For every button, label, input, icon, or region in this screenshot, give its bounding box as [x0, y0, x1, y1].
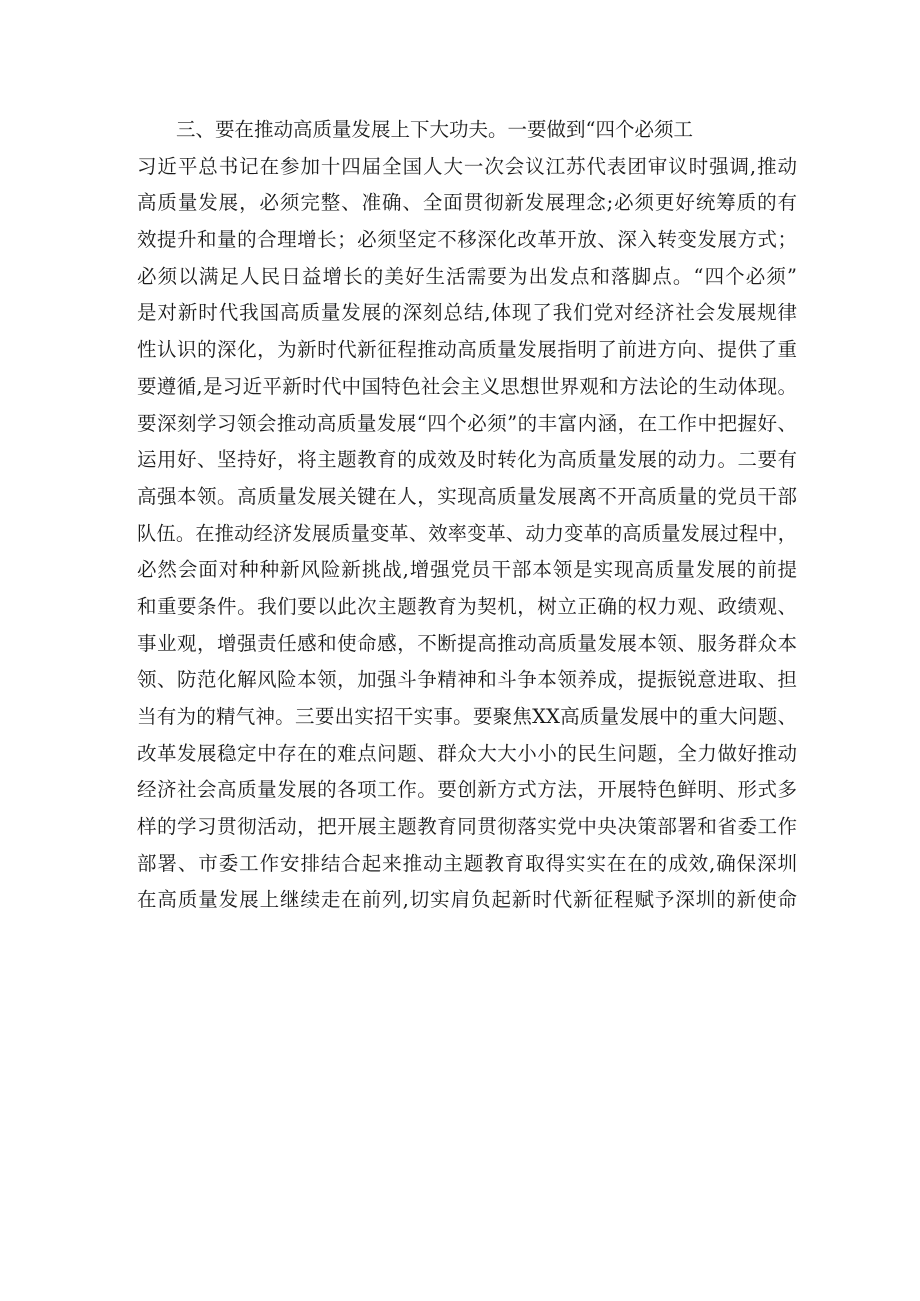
text-line-13: 必然会面对种种新风险新挑战,增强党员干部本领是实现高质量发展的前提	[137, 558, 797, 582]
text-line-2: 习近平总书记在参加十四届全国人大一次会议江苏代表团审议时强调,推动	[137, 154, 797, 178]
text-line-6: 是对新时代我国高质量发展的深刻总结,体现了我们党对经济社会发展规律	[137, 301, 797, 325]
text-line-17: 当有为的精气神。三要出实招干实事。要聚焦XX高质量发展中的重大问题、	[137, 705, 797, 728]
text-line-20: 样的学习贯彻活动，把开展主题教育同贯彻落实党中央决策部署和省委工作	[137, 815, 797, 839]
text-line-19: 经济社会高质量发展的各项工作。要创新方式方法，开展特色鲜明、形式多	[137, 778, 797, 802]
text-line-4: 效提升和量的合理增长；必须坚定不移深化改革开放、深入转变发展方式；	[137, 228, 797, 252]
text-line-16: 领、防范化解风险本领，加强斗争精神和斗争本领养成，提振锐意进取、担	[137, 668, 797, 692]
text-line-22: 在高质量发展上继续走在前列,切实肩负起新时代新征程赋予深圳的新使命	[137, 888, 797, 912]
text-line-14: 和重要条件。我们要以此次主题教育为契机，树立正确的权力观、政绩观、	[137, 594, 797, 618]
text-line-7: 性认识的深化，为新时代新征程推动高质量发展指明了前进方向、提供了重	[137, 338, 797, 362]
text-line-3: 高质量发展，必须完整、准确、全面贯彻新发展理念;必须更好统筹质的有	[137, 191, 797, 215]
text-line-8: 要遵循,是习近平新时代中国特色社会主义思想世界观和方法论的生动体现。	[137, 374, 797, 398]
text-line-10: 运用好、坚持好，将主题教育的成效及时转化为高质量发展的动力。二要有	[137, 448, 797, 472]
text-line-5: 必须以满足人民日益增长的美好生活需要为出发点和落脚点。“四个必须”	[137, 264, 797, 288]
body-paragraph	[137, 112, 797, 919]
text-line-9: 要深刻学习领会推动高质量发展“四个必须”的丰富内涵，在工作中把握好、	[137, 411, 797, 435]
text-line-1: 三、要在推动高质量发展上下大功夫。一要做到“四个必须工	[176, 118, 693, 141]
text-line-18: 改革发展稳定中存在的难点问题、群众大大小小的民生问题，全力做好推动	[137, 741, 797, 765]
text-line-12: 队伍。在推动经济发展质量变革、效率变革、动力变革的高质量发展过程中，	[137, 521, 797, 545]
text-line-11: 高强本领。高质量发展关键在人，实现高质量发展离不开高质量的党员干部	[137, 484, 797, 508]
text-line-21: 部署、市委工作安排结合起来推动主题教育取得实实在在的成效,确保深圳	[137, 851, 797, 875]
text-line-15: 事业观，增强责任感和使命感，不断提高推动高质量发展本领、服务群众本	[137, 631, 797, 655]
